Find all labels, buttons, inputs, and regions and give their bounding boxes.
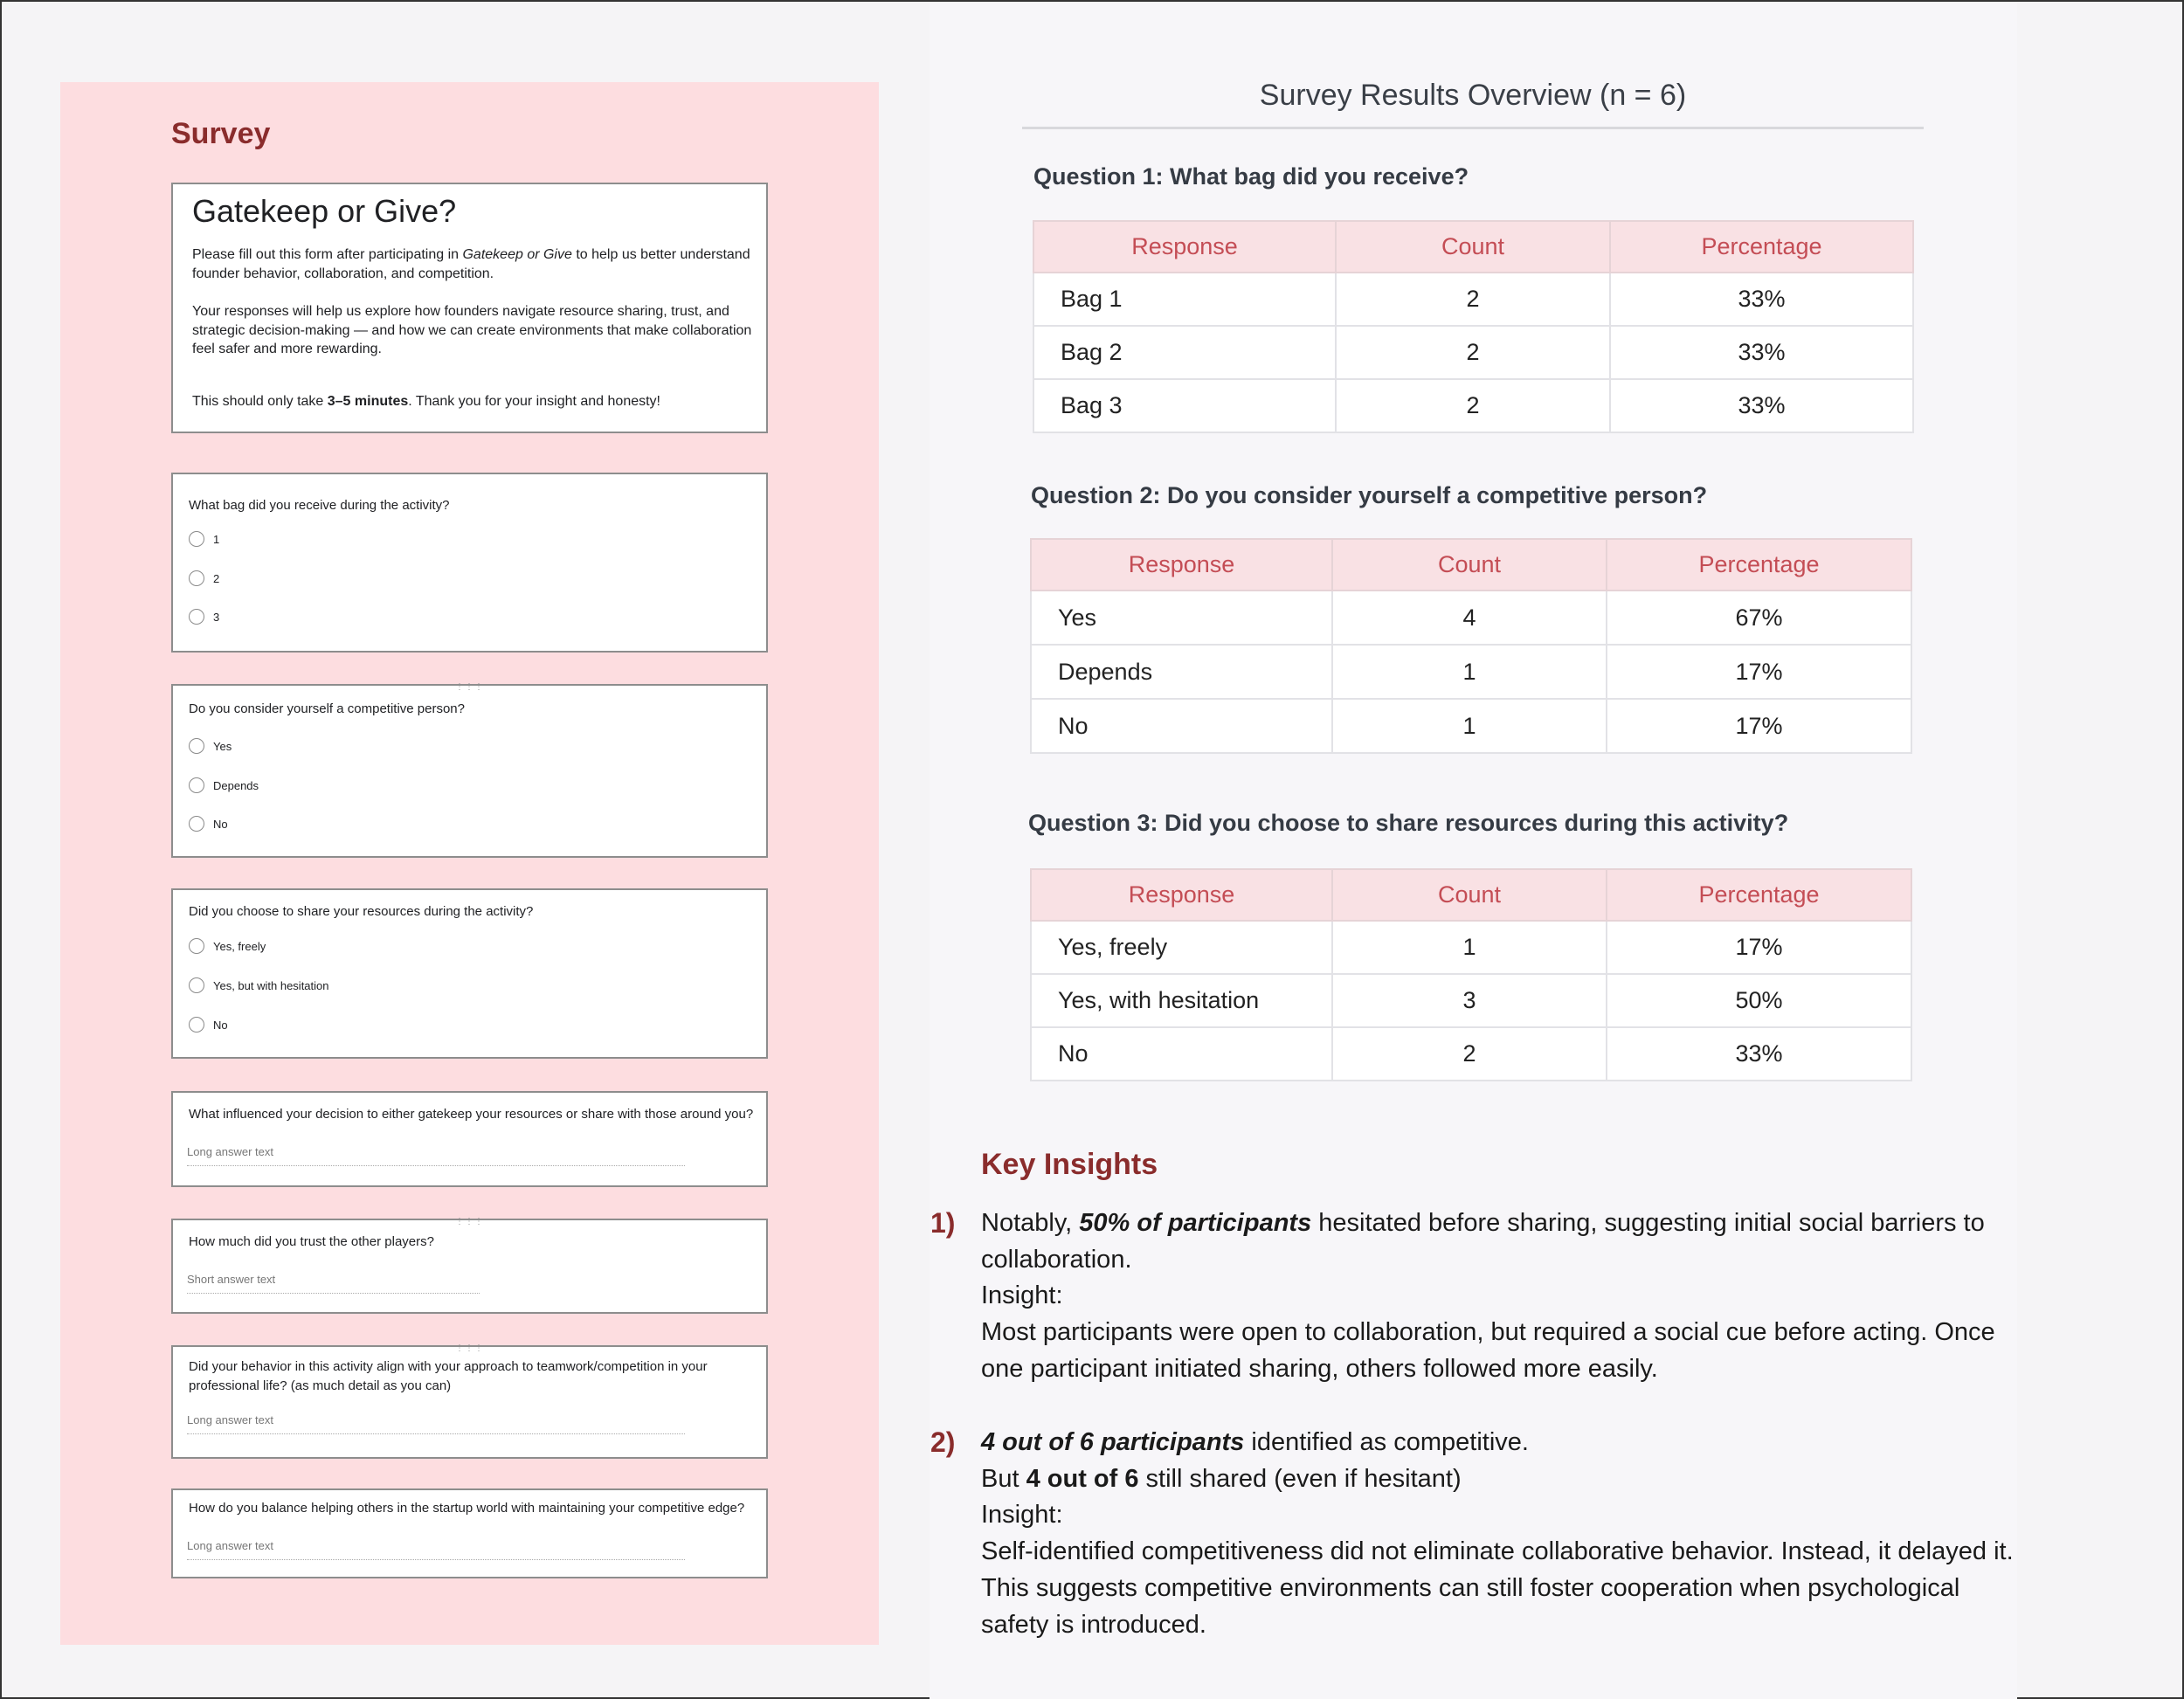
count-cell: 4: [1332, 591, 1607, 645]
form-description-1: [192, 245, 760, 283]
form-title: Gatekeep or Give?: [192, 193, 457, 229]
option-label: Yes: [213, 739, 232, 753]
radio-option[interactable]: [189, 1017, 228, 1033]
percentage-cell: 33%: [1610, 379, 1913, 432]
table-row: [1031, 974, 1911, 1027]
table-header-row: [1031, 869, 1911, 921]
percentage-cell: 50%: [1607, 974, 1911, 1027]
response-cell: Bag 2: [1033, 326, 1336, 379]
radio-option[interactable]: [189, 609, 219, 625]
response-cell: No: [1031, 1027, 1332, 1081]
percentage-cell: 33%: [1610, 273, 1913, 326]
results-table: [1033, 220, 1914, 433]
text: . Thank you for your insight and honesty!: [408, 394, 660, 409]
radio-circle-icon[interactable]: [189, 816, 204, 832]
answer-input[interactable]: Long answer text: [187, 1539, 685, 1560]
option-label: 1: [213, 532, 220, 546]
question-card: [171, 1091, 768, 1187]
question-card: [171, 1488, 768, 1578]
text: But: [981, 1464, 1026, 1493]
option-label: No: [213, 1018, 228, 1032]
table-row: [1033, 273, 1913, 326]
radio-option[interactable]: [189, 816, 228, 832]
option-label: No: [213, 817, 228, 831]
text: to help us better understand founder behavior, collaboration, and competition.: [192, 247, 750, 281]
percentage-cell: 67%: [1607, 591, 1911, 645]
option-label: Yes, but with hesitation: [213, 978, 329, 992]
drag-handle-icon[interactable]: ⋮⋮⋮: [455, 1217, 484, 1226]
table-row: [1031, 1027, 1911, 1081]
table-row: [1031, 699, 1911, 753]
radio-option[interactable]: [189, 938, 266, 954]
count-cell: 1: [1332, 645, 1607, 699]
radio-circle-icon[interactable]: [189, 738, 204, 754]
percentage-cell: 17%: [1607, 921, 1911, 974]
text: identified as competitive.: [1244, 1428, 1529, 1456]
question-heading: Question 2: Do you consider yourself a competitive person?: [1031, 482, 1708, 508]
column-header: Count: [1332, 539, 1607, 591]
text: Self-identified competitiveness did not eliminate collaborative behavior. Instead, it delayed it. This suggests competitive environments can still foster cooperation when psychological safety is introduced.: [981, 1537, 2014, 1639]
radio-circle-icon[interactable]: [189, 531, 204, 547]
percentage-cell: 17%: [1607, 699, 1911, 753]
column-header: Count: [1336, 221, 1610, 273]
column-header: Response: [1033, 221, 1336, 273]
activity-name: Gatekeep or Give: [462, 247, 572, 262]
question-text: Do you consider yourself a competitive person?: [189, 701, 465, 716]
response-cell: Yes, freely: [1031, 921, 1332, 974]
response-cell: Depends: [1031, 645, 1332, 699]
option-label: Yes, freely: [213, 939, 266, 953]
radio-circle-icon[interactable]: [189, 777, 204, 793]
text: Insight:: [981, 1501, 1063, 1530]
answer-input[interactable]: Short answer text: [187, 1273, 480, 1294]
results-table: [1030, 538, 1912, 754]
form-description-3: [192, 392, 760, 411]
text: still shared (even if hesitant): [1138, 1464, 1462, 1493]
results-table: [1030, 868, 1912, 1081]
results-title: Survey Results Overview (n = 6): [1022, 79, 1924, 129]
column-header: Percentage: [1607, 869, 1911, 921]
table-row: [1031, 591, 1911, 645]
option-label: Depends: [213, 778, 259, 792]
radio-option[interactable]: [189, 570, 219, 586]
text: Insight:: [981, 1281, 1063, 1310]
key-insights-heading: Key Insights: [981, 1148, 1158, 1181]
drag-handle-icon[interactable]: ⋮⋮⋮: [455, 1343, 484, 1353]
question-text: How do you balance helping others in the startup world with maintaining your competitive edge?: [189, 1501, 745, 1516]
answer-input[interactable]: Long answer text: [187, 1145, 685, 1166]
duration: 3–5 minutes: [327, 394, 409, 409]
emphasis-text: 4 out of 6: [1026, 1464, 1139, 1493]
radio-circle-icon[interactable]: [189, 609, 204, 625]
question-card: [171, 888, 768, 1059]
percentage-cell: 17%: [1607, 645, 1911, 699]
radio-option[interactable]: [189, 777, 259, 793]
text: This should only take: [192, 394, 328, 409]
radio-option[interactable]: [189, 977, 329, 993]
count-cell: 1: [1332, 699, 1607, 753]
table-row: [1033, 379, 1913, 432]
option-label: 3: [213, 610, 220, 624]
radio-circle-icon[interactable]: [189, 570, 204, 586]
count-cell: 2: [1336, 326, 1610, 379]
radio-circle-icon[interactable]: [189, 1017, 204, 1033]
response-cell: Yes, with hesitation: [1031, 974, 1332, 1027]
column-header: Percentage: [1607, 539, 1911, 591]
count-cell: 1: [1332, 921, 1607, 974]
column-header: Percentage: [1610, 221, 1913, 273]
text: Notably,: [981, 1209, 1080, 1237]
radio-circle-icon[interactable]: [189, 977, 204, 993]
option-label: 2: [213, 571, 220, 585]
text: hesitated before sharing, suggesting initial social barriers to collaboration.: [981, 1209, 1985, 1274]
response-cell: No: [1031, 699, 1332, 753]
percentage-cell: 33%: [1610, 326, 1913, 379]
response-cell: Bag 1: [1033, 273, 1336, 326]
insight-text: [981, 1425, 2021, 1643]
question-card: [171, 1345, 768, 1459]
percentage-cell: 33%: [1607, 1027, 1911, 1081]
table-row: [1031, 645, 1911, 699]
radio-option[interactable]: [189, 531, 219, 547]
answer-input[interactable]: Long answer text: [187, 1413, 685, 1434]
question-text: Did you choose to share your resources during the activity?: [189, 904, 534, 919]
question-text: What bag did you receive during the activity?: [189, 498, 450, 513]
question-heading: Question 1: What bag did you receive?: [1033, 163, 1469, 190]
count-cell: 3: [1332, 974, 1607, 1027]
emphasis-text: 50% of participants: [1079, 1209, 1312, 1237]
question-text: What influenced your decision to either gatekeep your resources or share with those around you?: [189, 1107, 754, 1122]
table-header-row: [1033, 221, 1913, 273]
radio-circle-icon[interactable]: [189, 938, 204, 954]
form-description-2: Your responses will help us explore how founders navigate resource sharing, trust, and strategic decision-making — and how we can create environments that make collaboration feel safer and more rewarding.: [192, 304, 752, 356]
response-cell: Yes: [1031, 591, 1332, 645]
count-cell: 2: [1332, 1027, 1607, 1081]
table-row: [1031, 921, 1911, 974]
response-cell: Bag 3: [1033, 379, 1336, 432]
survey-section-label: Survey: [171, 117, 271, 150]
insight-text: [981, 1205, 2021, 1388]
text: Please fill out this form after participating in: [192, 247, 463, 262]
drag-handle-icon[interactable]: ⋮⋮⋮: [455, 682, 484, 692]
column-header: Response: [1031, 869, 1332, 921]
question-card: [171, 684, 768, 858]
count-cell: 2: [1336, 379, 1610, 432]
table-row: [1033, 326, 1913, 379]
question-heading: Question 3: Did you choose to share resources during this activity?: [1028, 810, 1789, 836]
insight-number: 2): [930, 1426, 956, 1458]
count-cell: 2: [1336, 273, 1610, 326]
radio-option[interactable]: [189, 738, 232, 754]
column-header: Response: [1031, 539, 1332, 591]
insight-number: 1): [930, 1207, 956, 1239]
table-header-row: [1031, 539, 1911, 591]
emphasis-text: 4 out of 6 participants: [981, 1428, 1245, 1456]
question-card: [171, 473, 768, 653]
question-text: Did your behavior in this activity align with your approach to teamwork/competition in your professional life? (as much detail as you can): [189, 1359, 708, 1393]
form-header-card: [171, 183, 768, 433]
question-card: [171, 1219, 768, 1314]
text: Most participants were open to collaboration, but required a social cue before acting. Once one participant initiated sharing, others followed more easily.: [981, 1318, 1995, 1383]
question-text: How much did you trust the other players?: [189, 1234, 434, 1249]
column-header: Count: [1332, 869, 1607, 921]
